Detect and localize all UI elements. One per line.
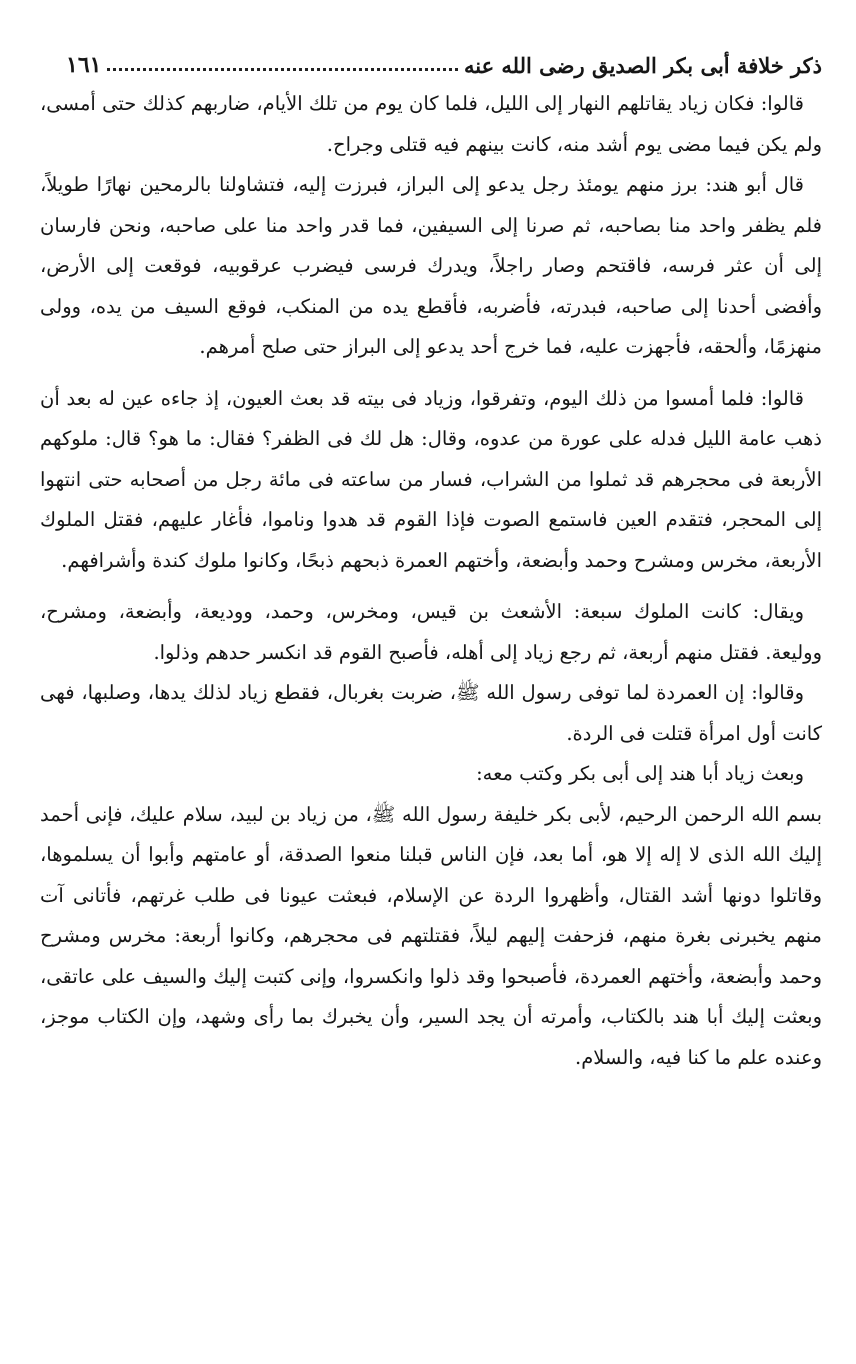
paragraph-abu-hind-duel: قال أبو هند: برز منهم يومئذ رجل يدعو إلى البراز، فبرزت إليه، فتشاولنا بالرمحين نهارًا طويلاً، فلم يظفر واحد منا بصاحبه، ثم صرنا إلى السيفين، فما قدر واحد منا على صاحبه، ونحن فارسان إلى أن عثر فرسه، فاقتحم وصار راجلاً، ويدرك فرسى فيضرب عرقوبيه، فوقعت إلى الأرض، وأفضى أحدنا إلى صاحبه، فبدرته، فأضربه، فأقطع يده من المنكب، فوقع السيف من يده، وولى منهزمًا، وألحقه، فأجهزت عليه، فما خرج أحد يدعو إلى البراز حتى صلح أمرهم. — [40, 173, 822, 358]
page-number: ١٦١ — [66, 52, 102, 78]
page-header — [66, 40, 822, 78]
body-text — [40, 84, 822, 1078]
paragraph-night-raid: قالوا: فلما أمسوا من ذلك اليوم، وتفرقوا، وزياد فى بيته قد بعث العيون، إذ جاءه عين له بعد أن ذهب عامة الليل فدله على عورة من عدوه، وقال: هل لك فى الظفر؟ فقال: ما هو؟ قال: ملوكهم الأربعة فى محجرهم قد ثملوا من الشراب، فسار من ساعته فى مائة رجل من أصحابه حتى انتهوا إلى المحجر، فتقدم العين فاستمع الصوت فإذا القوم قد هدوا وناموا، فأغار عليهم، فقتل الملوك الأربعة، مخرس ومشرح وحمد وأبضعة، وأختهم العمرة ذبحهم ذبحًا، وكانوا ملوك كندة وأشرافهم. — [40, 386, 822, 572]
running-title: ذكر خلافة أبى بكر الصديق رضى الله عنه — [463, 53, 822, 78]
paragraph-battle: قالوا: فكان زياد يقاتلهم النهار إلى الليل، فلما كان يوم من تلك الأيام، ضاربهم كذلك حتى أمسى، ولم يكن فيما مضى يوم أشد منه، كانت بينهم فيه قتلى وجراح. — [40, 92, 822, 156]
paragraph-seven-kings: ويقال: كانت الملوك سبعة: الأشعث بن قيس، ومخرس، وحمد، ووديعة، وأبضعة، ومشرح، ووليعة. فقتل منهم أربعة، ثم رجع زياد إلى أهله، فأصبح القوم قد انكسر حدهم وذلوا. — [40, 600, 822, 664]
paragraph-amarda: وقالوا: إن العمردة لما توفى رسول الله ﷺ، ضربت بغربال، فقطع زياد لذلك يدها، وصلبها، فهى كانت أول امرأة قتلت فى الردة. — [40, 681, 822, 745]
header-dot-leader — [107, 67, 458, 71]
paragraph-letter-intro: وبعث زياد أبا هند إلى أبى بكر وكتب معه: — [476, 762, 804, 785]
paragraph-letter: بسم الله الرحمن الرحيم، لأبى بكر خليفة رسول الله ﷺ، من زياد بن لبيد، سلام عليك، فإنى أحمد إليك الله الذى لا إله إلا هو، أما بعد، فإن الناس قبلنا منعوا الصدقة، أو عامتهم وأبوا أن يسلموها، وقاتلوا دونها أشد القتال، وأظهروا الردة عن الإسلام، فبعثت عيونا فى طلب غرتهم، فأتانى آت منهم يخبرنى بغرة منهم، فزحفت إليهم ليلاً، فقتلتهم فى محجرهم، وكانوا أربعة: مخرس ومشرح وحمد وأبضعة، وأختهم العمردة، فأصبحوا وقد ذلوا وانكسروا، وإنى كتبت إليك والسيف على عاتقى، وبعثت إليك أبا هند بالكتاب، وأمرته أن يجد السير، وأن يخبرك بما رأى وشهد، وإن الكتاب موجز، وعنده علم ما كنا فيه، والسلام. — [40, 802, 822, 1069]
